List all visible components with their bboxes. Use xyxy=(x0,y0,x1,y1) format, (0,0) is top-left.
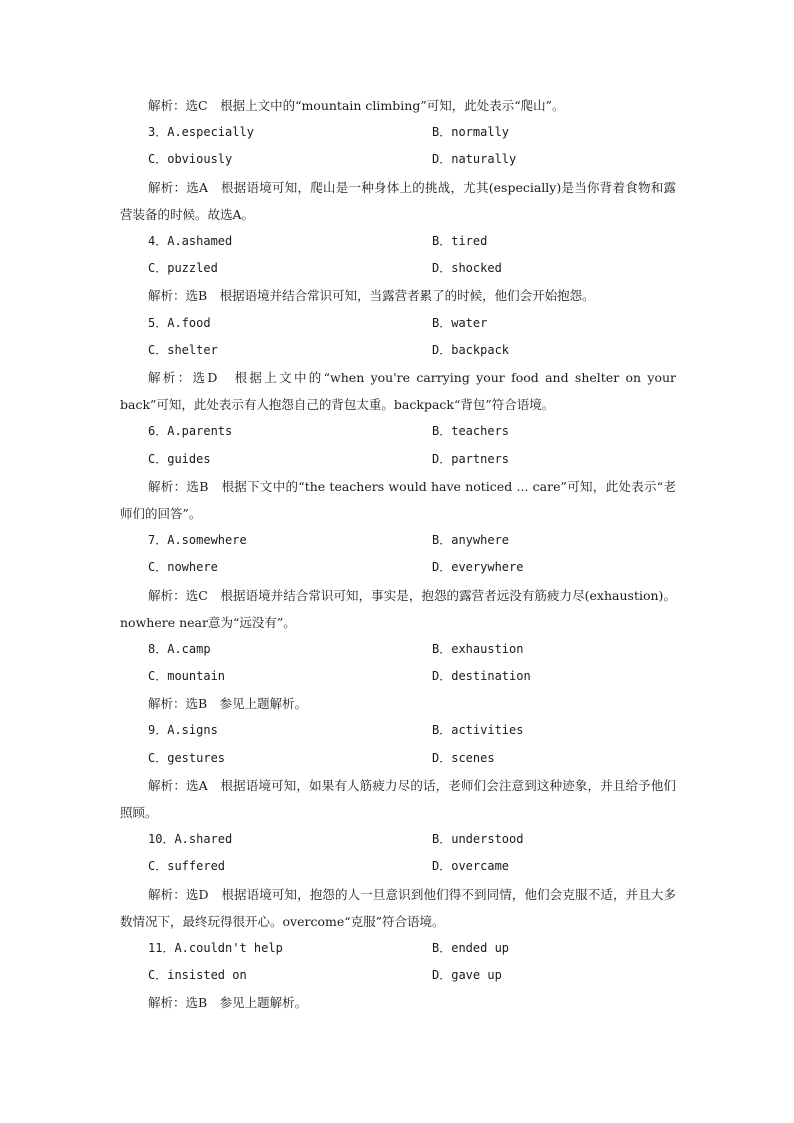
option-a: 6．A.parents xyxy=(148,424,233,439)
option-d: D．scenes xyxy=(432,750,495,765)
option-c: C．puzzled xyxy=(148,261,218,276)
option-a: 8．A.camp xyxy=(148,641,211,656)
option-row xyxy=(120,554,676,581)
option-a: 11．A.couldn't help xyxy=(148,941,283,956)
option-d: D．partners xyxy=(432,451,510,466)
answer-key-page xyxy=(120,92,676,1017)
option-c: C．gestures xyxy=(148,750,226,765)
option-b: B．ended up xyxy=(432,941,510,956)
explanation: 解析：选C 根据语境并结合常识可知，事实是，抱怨的露营者远没有筋疲力尽(exhaustion)。nowhere near意为“远没有”。 xyxy=(120,587,676,630)
option-row xyxy=(120,853,676,880)
option-row xyxy=(120,717,676,744)
option-b: B．water xyxy=(432,315,488,330)
explanation: 解析：选D 根据上文中的“when you're carrying your food and shelter on your back”可知，此处表示有人抱怨自己的背包太重。backpack“背包”符合语境。 xyxy=(120,369,676,413)
option-row xyxy=(120,962,676,989)
explanation: 解析：选C 根据上文中的“mountain climbing”可知，此处表示“爬山”。 xyxy=(148,98,565,113)
option-b: B．activities xyxy=(432,723,524,738)
option-b: B．anywhere xyxy=(432,533,510,548)
option-c: C．nowhere xyxy=(148,560,218,575)
option-row xyxy=(120,527,676,554)
option-row xyxy=(120,337,676,364)
option-b: B．understood xyxy=(432,832,524,847)
option-c: C．obviously xyxy=(148,152,233,167)
option-b: B．tired xyxy=(432,233,488,248)
option-c: C．guides xyxy=(148,451,211,466)
explanation: 解析：选A 根据语境可知，爬山是一种身体上的挑战，尤其(especially)是当你背着食物和露营装备的时候。故选A。 xyxy=(120,179,676,222)
option-row xyxy=(120,310,676,337)
explanation: 解析：选B 根据语境并结合常识可知，当露营者累了的时候，他们会开始抱怨。 xyxy=(148,288,595,304)
option-row xyxy=(120,745,676,772)
option-a: 5．A.food xyxy=(148,315,211,330)
option-d: D．shocked xyxy=(432,261,502,276)
option-d: D．overcame xyxy=(432,859,510,874)
option-a: 3．A.especially xyxy=(148,125,254,140)
option-row xyxy=(120,146,676,173)
option-row xyxy=(120,418,676,445)
option-c: C．suffered xyxy=(148,859,226,874)
option-row xyxy=(120,446,676,473)
option-d: D．destination xyxy=(432,669,531,684)
option-d: D．naturally xyxy=(432,152,517,167)
explanation: 解析：选B 参见上题解析。 xyxy=(148,696,308,712)
option-b: B．teachers xyxy=(432,424,510,439)
option-b: B．normally xyxy=(432,125,510,140)
option-a: 10．A.shared xyxy=(148,832,233,847)
option-row xyxy=(120,228,676,255)
option-row xyxy=(120,826,676,853)
option-row xyxy=(120,255,676,282)
option-a: 9．A.signs xyxy=(148,723,218,738)
option-row xyxy=(120,663,676,690)
option-d: D．backpack xyxy=(432,342,510,357)
option-c: C．insisted on xyxy=(148,968,247,983)
explanation: 解析：选B 根据下文中的“the teachers would have noticed ... care”可知，此处表示“老师们的回答”。 xyxy=(120,478,676,521)
option-a: 7．A.somewhere xyxy=(148,533,247,548)
option-d: D．everywhere xyxy=(432,560,524,575)
explanation: 解析：选A 根据语境可知，如果有人筋疲力尽的话，老师们会注意到这种迹象，并且给予他们照顾。 xyxy=(120,777,676,821)
option-row xyxy=(120,935,676,962)
explanation: 解析：选D 根据语境可知，抱怨的人一旦意识到他们得不到同情，他们会克服不适，并且大多数情况下，最终玩得很开心。overcome“克服”符合语境。 xyxy=(120,886,676,929)
option-c: C．mountain xyxy=(148,669,226,684)
explanation: 解析：选B 参见上题解析。 xyxy=(148,995,308,1011)
option-c: C．shelter xyxy=(148,342,218,357)
option-row xyxy=(120,119,676,146)
option-d: D．gave up xyxy=(432,968,502,983)
option-b: B．exhaustion xyxy=(432,641,524,656)
option-row xyxy=(120,636,676,663)
option-a: 4．A.ashamed xyxy=(148,233,233,248)
